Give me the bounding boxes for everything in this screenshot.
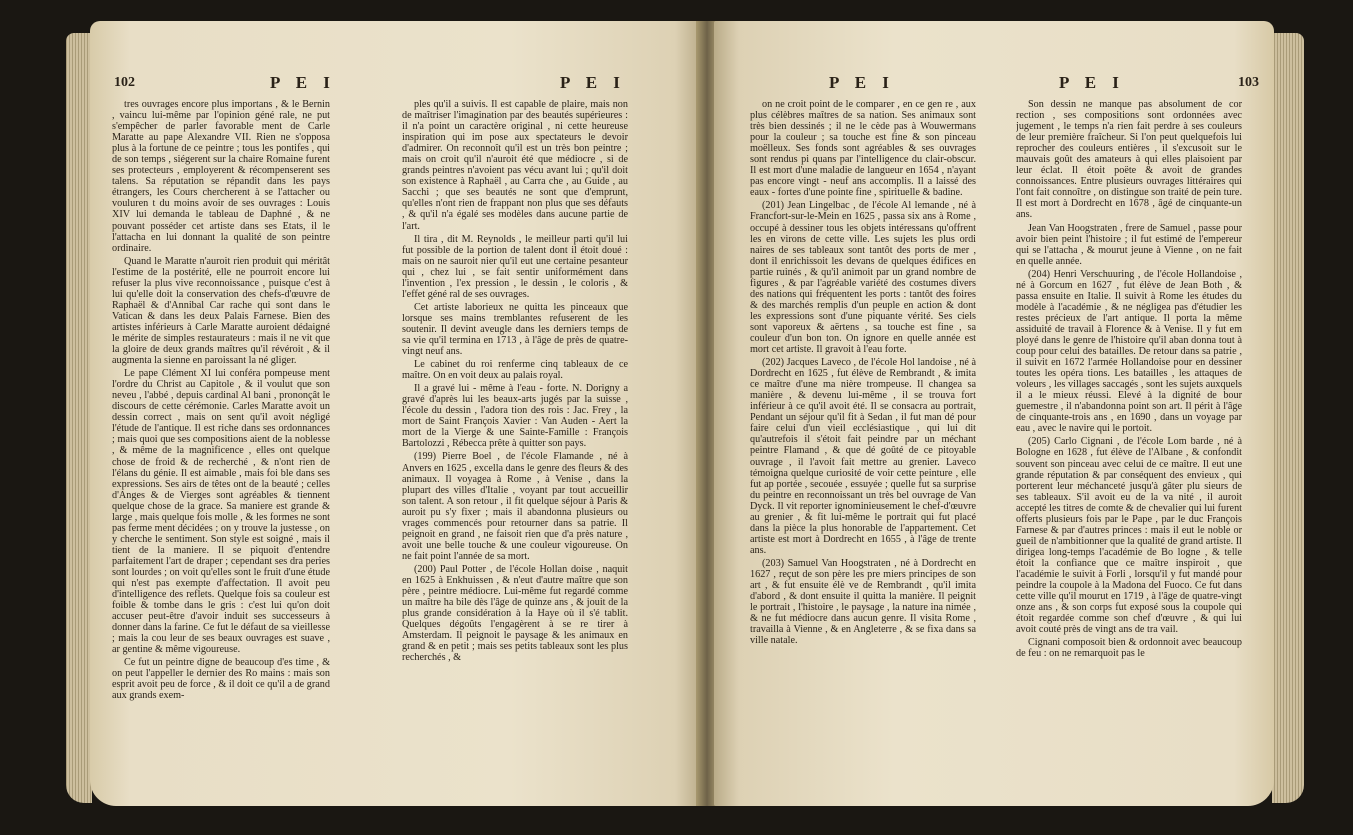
text-column — [112, 99, 330, 789]
paragraph: Il tira , dit M. Reynolds , le meilleur parti qu'il lui fut possible de la portion de talent dont il étoit doué : mais on ne sauroit nier qu'il eut une certaine pesanteur qui , chez lui , se fait sentir uniformément dans l'invention , l'ex pression , le dessin , le coloris , & l'effet géné ral de ses ouvrages. — [402, 233, 628, 300]
running-head: P E I — [560, 73, 626, 92]
paragraph: Cet artiste laborieux ne quitta les pinceaux que lorsque ses mains tremblantes refuserent de les soutenir. Il devint aveugle dans les derniers temps de sa vie qu'il termina en 1713 , à l'âge de près de quatre-vingt neuf ans. — [402, 301, 628, 358]
paragraph: (204) Henri Verschuuring , de l'école Hollandoise , né à Gorcum en 1627 , fut élève de Jean Both , & passa ensuite en Italie. Il suivit à Rome les études du modèle à l'académie , & ne négligea pas d'étudier les restes précieux de l'art antique. Il porta la même assiduité de travail à Florence & à Venise. Il y fut em ployé dans le genre de l'histoire qu'il aban donna tout à coup pour celui des batailles. De retour dans sa patrie , il suivit en 1672 l'armée Hollandoise pour en dessiner toutes les opéra tions. Les batailles , les attaques de voleurs , les villages saccagés , sont les sujets auxquels il a le mieux réussi. Elevé à la dignité de bour guemestre , il n'abandonna point son art. Il périt à l'âge de cinquante-trois ans , en 1690 , dans un voyage par eau , avec le navire qui le portoit. — [1016, 268, 1242, 435]
paragraph: (199) Pierre Boel , de l'école Flamande , né à Anvers en 1625 , excella dans le genre des fleurs & des animaux. Il voyagea à Rome , à Venise , dans la plupart des villes d'Italie , voyant par tout accueillir son talent. A son retour , il fit quelque séjour à Paris & auroit pu s'y fixer ; mais il abandonna plusieurs ou vrages commencés pour retourner dans sa patrie. Il peignoit en grand , ne faisoit rien que d'a près nature , avoit une belle touche & une couleur vigoureuse. On ne fait point l'année de sa mort. — [402, 451, 628, 562]
text-column — [1016, 99, 1242, 789]
paragraph: tres ouvrages encore plus importans , & le Bernin , vaincu lui-même par l'opinion géné rale, ne put s'empêcher de parler favorable ment de Carle Maratte au pape Alexandre VII. Rien ne s'opposa plus à la fortune de ce peintre ; tous les pontifes , qui de son temps , siégerent sur la chaire Romaine furent ses protecteurs , employerent & récompenserent ses talens. Sa réputation se répandit dans les pays étrangers, les Cours chercherent à se l'attacher ou vouluren t du moins avoir de ses ouvrages : Louis XIV lui demanda le tableau de Daphné , & ne pouvant posséder cet artiste dans ses Etats, il le l'attacha en lui donnant la qualité de son peintre ordinaire. — [112, 99, 330, 254]
running-head: P E I — [829, 73, 895, 92]
paragraph: Ce fut un peintre digne de beaucoup d'es time , & on peut l'appeller le dernier des Ro mains : mais son esprit avoit peu de force , & il doit ce qu'il a de grand aux grands exem- — [112, 657, 330, 702]
page-number: 102 — [114, 75, 135, 90]
paragraph: Son dessin ne manque pas absolument de cor rection , ses compositions sont ordonnées avec jugement , le temps n'a rien fait perdre à ses couleurs de leur première fraîcheur. Si l'on peut quelquefois lui reprocher des couleurs entières , il s'excusoit sur le mauvais goût des amateurs à qui elles plaisoient par leur éclat. Il étoit poëte & avoit de grandes connoissances. Entre plusieurs ouvrages littéraires qui l'ont fait connoître , on distingue son traité de pein ture. Il est mort à Dordrecht en 1678 , âgé de cinquante-un ans. — [1016, 99, 1242, 221]
paragraph: Le cabinet du roi renferme cinq tableaux de ce maître. On en voit deux au palais royal. — [402, 359, 628, 382]
running-head: P E I — [1059, 73, 1125, 92]
paragraph: (200) Paul Potter , de l'école Hollan doise , naquit en 1625 à Enkhuissen , & n'eut d'autre maître que son père , peintre médiocre. Lui-même fut regardé comme un maître ha bile dès l'âge de quinze ans , & jouit de la plus grande considération à la Haye où il s'é tablit. Quelques dégoûts l'engagèrent à se re tirer à Amsterdam. Il peignoit le paysage & les animaux en grand & en petit ; mais ses petits tableaux sont les plus recherchés , & — [402, 563, 628, 664]
text-column — [750, 99, 976, 789]
paragraph: Quand le Maratte n'auroit rien produit qui méritât l'estime de la postérité, elle ne pourroit encore lui refuser la plus vive reconnoissance , puisque c'est à lui qu'elle doit la conservation des chefs-d'œuvre de Raphaël & d'Annibal Car rache qui sont dans le Vatican & dans les deux Palais Farnese. Bien des artistes inférieurs à Carle Maratte auroient dédaigné le mérite de simples restaurateurs : mais il ne vit que la gloire de deux grands maîtres qu'il révéroit , & il augmenta la sienne en paroissant la né gliger. — [112, 255, 330, 367]
right-page — [714, 21, 1274, 806]
paragraph: (203) Samuel Van Hoogstraten , né à Dordrecht en 1627 , reçut de son père les pre miers principes de son art , & fut ensuite élè ve de Rembrandt , qu'il imita d'abord , & dont ensuite il quitta la manière. Il peignit le portrait , l'histoire , le paysage , la nature ina nimée , & ne fut médiocre dans aucun genre. Il visita Rome , travailla à Vienne , & en Angleterre , & se fixa dans sa ville natale. — [750, 557, 976, 647]
left-page — [90, 21, 702, 806]
paragraph: (205) Carlo Cignani , de l'école Lom barde , né à Bologne en 1628 , fut élève de l'Albane , & confondit souvent son pinceau avec celui de ce maître. Il eut une grande réputation & par conséquent des envieux , qui porterent leur méchanceté jusqu'à gâter plu sieurs de ses tableaux. S'il avoit eu de la va nité , il auroit accepté les titres de comte & de chevalier qui lui furent offerts plusieurs fois par le Pape , par le duc François Farnese & par d'autres princes : mais il eut le noble or gueil de n'ambitionner que la qualité de grand artiste. Il dirigea long-temps l'académie de Bo logne , & telle étoit la confiance que ce maître inspiroit , que l'académie le suivit à Forli , lorsqu'il y fut mandé pour peindre la coupole à la Madona del Fuoco. Ce fut dans cette ville qu'il mourut en 1719 , à l'âge de quatre-vingt onze ans , & son corps fut exposé sous la coupole qui étoit regardée comme son chef d'œuvre , & qui lui avoit couté près de vingt ans de tra vail. — [1016, 436, 1242, 636]
paragraph: Jean Van Hoogstraten , frere de Samuel , passe pour avoir bien peint l'histoire ; il fut estimé de l'empereur qui se l'attacha , & mourut jeune à Vienne , on ne fait en quelle année. — [1016, 222, 1242, 267]
paragraph: (201) Jean Lingelbac , de l'école Al lemande , né à Francfort-sur-le-Mein en 1625 , passa six ans à Rome , occupé à dessiner tous les objets intéressans qu'offrent les en virons de cette ville. Les sujets les plus ordi naires de ses tableaux sont tantôt des ports de mer , dont il enrichissoit les devans de quelques édifices en partie ruinés , & qu'il animoit par un grand nombre de figures , & par l'agréable variété des costumes divers des nations qui fréquentent les ports : tantôt des foires & des marchés remplis d'un peuple en action & dont les expressions sont d'une piquante vérité. Ses ciels sont vaporeux & aërtens , sa touche est fine , sa couleur d'un bon ton. On ignore en quelle année est mort cet artiste. Il gravoit à l'eau forte. — [750, 200, 976, 356]
paragraph: ples qu'il a suivis. Il est capable de plaire, mais non de maîtriser l'imagination par des beautés supérieures : il n'a point un caractère original , ni cette heureuse inspiration qui im pose aux spectateurs le devoir d'admirer. On reconnoît qu'il est un très bon peintre ; mais on croit qu'il n'auroit été que médiocre , si de grands peintres n'avoient pas vécu avant lui ; qu'il doit son existence à Raphaël , au Carra che , au Guide , au Sacchi ; que ses beautés ne sont que d'emprunt, qu'elles n'ont rien de frappant non plus que ses défauts , & qu'il n'a égalé ses modèles dans aucune partie de l'art. — [402, 99, 628, 232]
paragraph: on ne croit point de le comparer , en ce gen re , aux plus célèbres maîtres de sa nation. Ses animaux sont très bien dessinés ; il ne le cède pas à Wouwermans pour la couleur ; sa touche est fine & son pinceau moëlleux. Ses fonds sont agréables & ses ouvrages sont rendus pi quans par l'intelligence du clair-obscur. Il est mort d'une maladie de langueur en 1654 , n'ayant pas encore vingt - neuf ans accomplis. Il a laissé des eaux - fortes d'une pointe fine , spirituelle & badine. — [750, 99, 976, 199]
paragraph: Cignani composoit bien & ordonnoit avec beaucoup de feu : on ne remarquoit pas le — [1016, 637, 1242, 660]
book-spread — [50, 15, 1308, 820]
text-column — [402, 99, 628, 789]
paragraph: Il a gravé lui - même à l'eau - forte. N. Dorigny a gravé d'après lui les beaux-arts jugés par la suisse , l'école du dessin , l'adora tion des rois : Jac. Frey , la mort de Saint François Xavier : Van Auden - Aert la mort de la Vierge & une Sainte-Famille : François Bartolozzi , Rébecca prête à quitter son pays. — [402, 383, 628, 450]
paragraph: (202) Jacques Laveco , de l'école Hol landoise , né à Dordrecht en 1625 , fut élève de Rembrandt , & imita ce maître d'une ma nière trompeuse. Il changea sa manière , & devenu lui-même , il se trouva fort inférieur à ce qu'il avoit été. Il se consacra au portrait, Pendant un séjour qu'il fit à Sedan , il fut man dé pour faire celui d'un vieil ecclésiastique , qui lui dit qu'autrefois il s'étoit fait peindre par un méchant peintre Flamand , & que dé goûté de ce pitoyable ouvrage , il l'avoit fait mettre au grenier. Laveco témoigna quelque curiosité de voir cette peinture , elle fut ap portée , secouée , essuyée ; quelle fut sa surprise du peintre en reconnoissant un très bel ouvrage de Van Dyck. Il vit reporter ignominieusement le chef-d'œuvre au grenier , & fit lui-même le portrait qui fut placé dans la pièce la plus honorable de l'appartement. Cet artiste est mort à Dordrecht en 1655 , à l'âge de trente ans. — [750, 357, 976, 556]
right-page-edges — [1272, 33, 1304, 803]
paragraph: Le pape Clément XI lui conféra pompeuse ment l'ordre du Christ au Capitole , & il voulut que son neveu , l'abbé , depuis cardinal Al bani , prononçât le discours de cette cérémonie. Carles Maratte avoit un dessin correct , mais on sent qu'il avoit négligé l'étude de l'antique. Il est riche dans ses ordonnances ; mais quoi que ses compositions aient de la noblesse , & même de la magnificence , elles ont quelque chose de froid & de recherché , & n'ont rien de l'élans du génie. Il est aimable , mais foi ble dans ses expressions. Ses airs de têtes ont de la beauté ; celles d'Anges & de Vierges sont agréables & tiennent quelque chose de la grace. Sa maniere est grande & large , mais quelque fois molle , & les formes ne sont pas ferme ment décidées ; on y trouve la justesse , on y cherche le sentiment. Son style est soigné , mais il tient de la maniere. Il se piquoit d'entendre parfaitement l'art de draper ; cependant ses dra peries sont lourdes ; on voit qu'elles sont le fruit d'une étude qui n'est pas exempte d'affectation. Il avoit peu d'intelligence des reflets. Quelque fois sa couleur est foible & tombe dans le gris : c'est lui qu'on doit accuser peut-être d'avoir induit ses successeurs à donner dans la farine. Ce fut le défaut de sa vieillesse ; mais la cou leur de ses beaux ouvrages est suave , ar gentine & même vigoureuse. — [112, 368, 330, 656]
running-head: P E I — [270, 73, 336, 92]
left-page-edges — [66, 33, 92, 803]
page-number: 103 — [1238, 75, 1259, 90]
